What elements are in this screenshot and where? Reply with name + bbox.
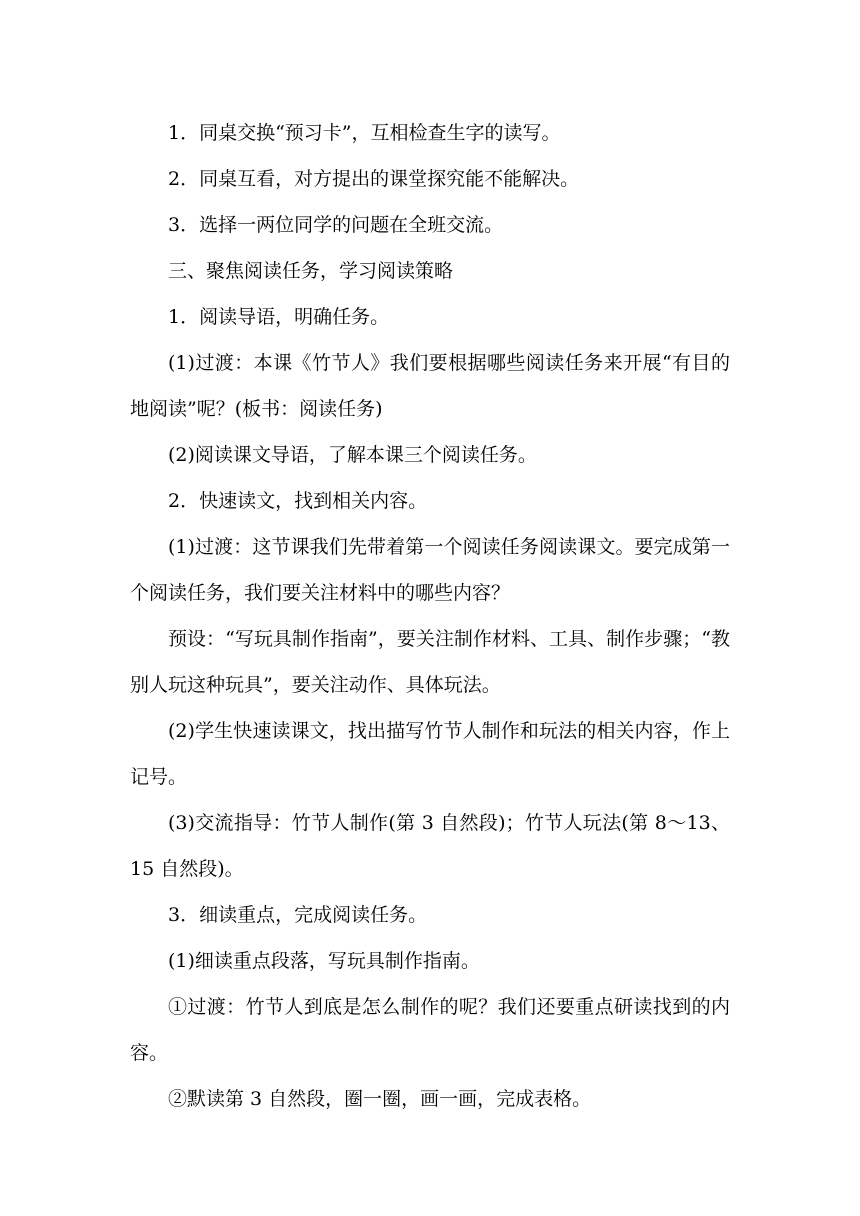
section-heading-3: 三、聚焦阅读任务，学习阅读策略 [168, 260, 454, 282]
paragraph-2: 2．同桌互看，对方提出的课堂探究能不能解决。 [168, 168, 580, 190]
paragraph-14: (1)细读重点段落，写玩具制作指南。 [168, 950, 480, 972]
paragraph-13: 3．细读重点，完成阅读任务。 [168, 904, 428, 926]
paragraph-10: 预设：“写玩具制作指南”，要关注制作材料、工具、制作步骤；“教别人玩这种玩具”，要关注动作、具体玩法。 [130, 628, 730, 696]
document-body [130, 110, 730, 1122]
paragraph-9: (1)过渡：这节课我们先带着第一个阅读任务阅读课文。要完成第一个阅读任务，我们要关注材料中的哪些内容？ [130, 536, 730, 604]
paragraph-5: 1．阅读导语，明确任务。 [168, 306, 390, 328]
paragraph-15: ①过渡：竹节人到底是怎么制作的呢？我们还要重点研读找到的内容。 [130, 996, 730, 1064]
paragraph-8: 2．快速读文，找到相关内容。 [168, 490, 428, 512]
paragraph-6: (1)过渡：本课《竹节人》我们要根据哪些阅读任务来开展“有目的地阅读”呢？(板书：阅读任务) [130, 352, 730, 420]
paragraph-11: (2)学生快速读课文，找出描写竹节人制作和玩法的相关内容，作上记号。 [130, 720, 730, 788]
paragraph-12: (3)交流指导：竹节人制作(第 3 自然段)；竹节人玩法(第 8～13、15 自然段)。 [130, 812, 730, 880]
paragraph-1: 1．同桌交换“预习卡”，互相检查生字的读写。 [168, 122, 561, 144]
paragraph-7: (2)阅读课文导语，了解本课三个阅读任务。 [168, 444, 537, 466]
paragraph-16: ②默读第 3 自然段，圈一圈，画一画，完成表格。 [168, 1088, 592, 1110]
paragraph-3: 3．选择一两位同学的问题在全班交流。 [168, 214, 504, 236]
